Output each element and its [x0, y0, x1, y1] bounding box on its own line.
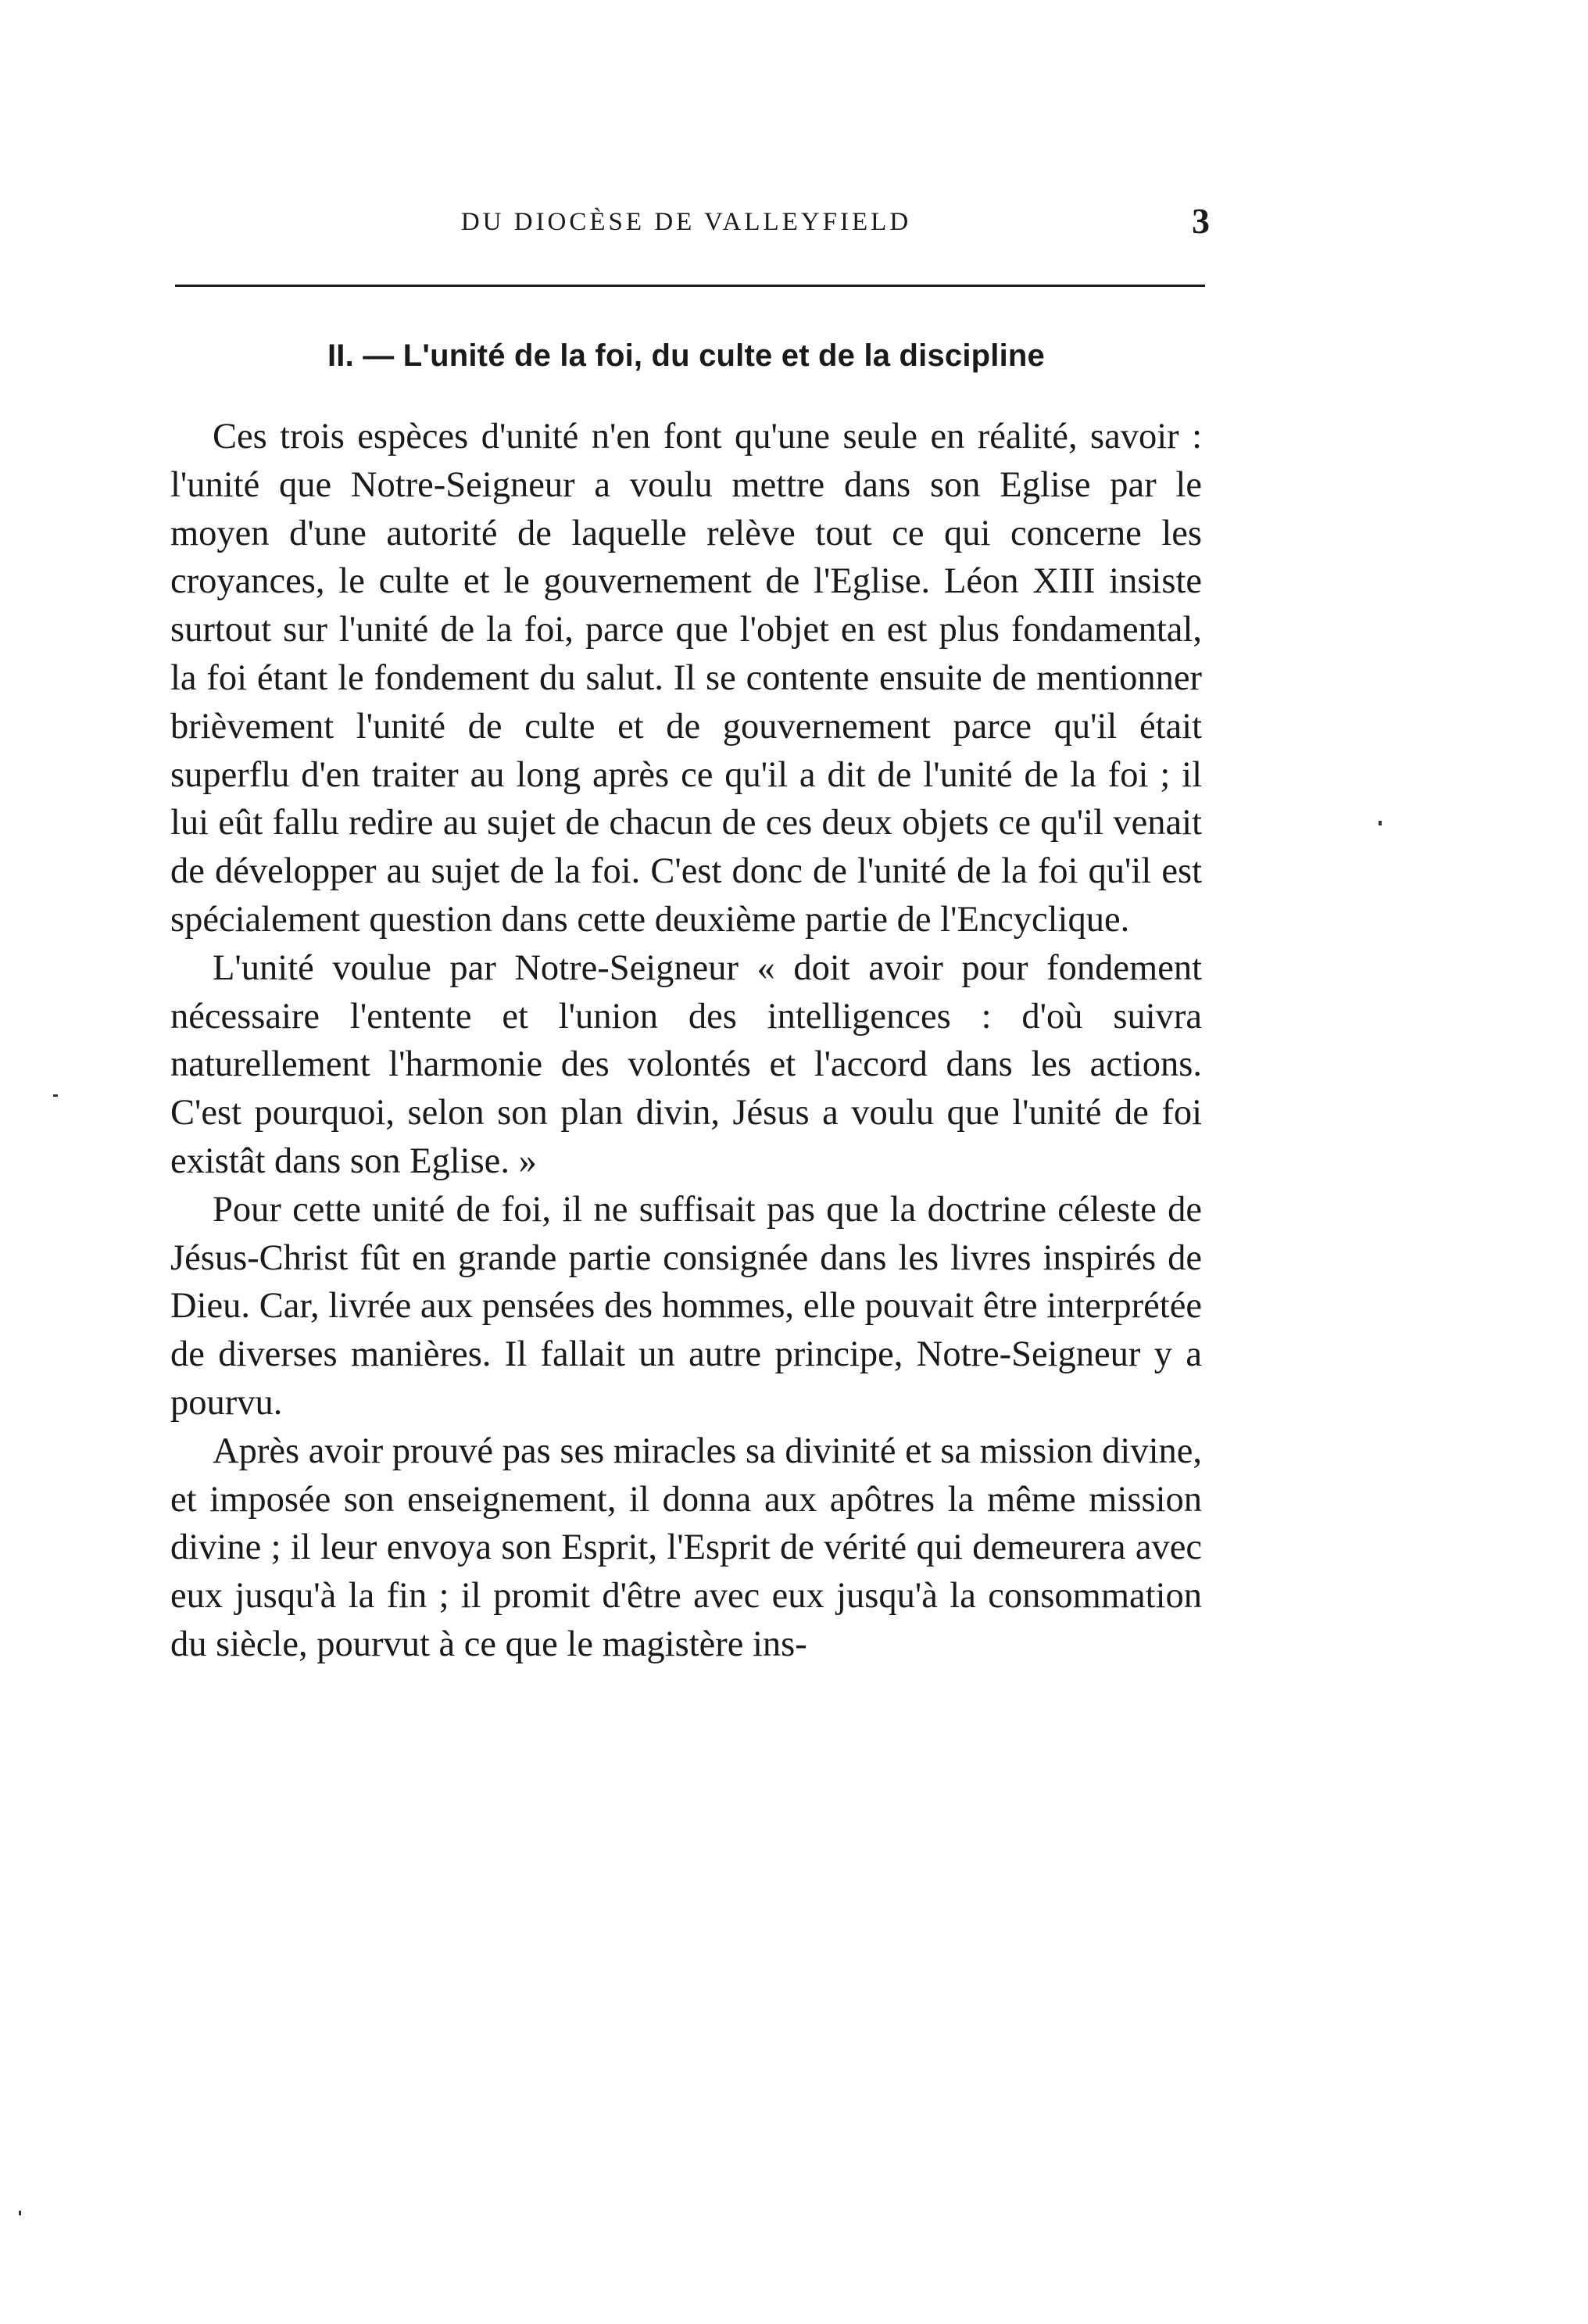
paragraph: Après avoir prouvé pas ses miracles sa divinité et sa mission divine, et imposée son enseignement, il donna aux apôtres la même mission divine ; il leur envoya son Esprit, l'Esprit de vérité qui demeurera avec eux jusqu'à la fin ; il promit d'être avec eux jusqu'à la consommation du siècle, pourvut à ce que le magistère ins-	[170, 1431, 1202, 1664]
body-text	[170, 413, 1202, 1669]
paragraph: Ces trois espèces d'unité n'en font qu'une seule en réalité, savoir : l'unité que Notre-Seigneur a voulu mettre dans son Eglise par le moyen d'une autorité de laquelle relève tout ce qui concerne les croyances, le culte et le gouvernement de l'Eglise. Léon XIII insiste surtout sur l'unité de la foi, parce que l'objet en est plus fondamental, la foi étant le fondement du salut. Il se contente ensuite de mentionner brièvement l'unité de culte et de gouvernement parce qu'il était superflu d'en traiter au long après ce qu'il a dit de l'unité de la foi ; il lui eût fallu redire au sujet de chacun de ces deux objets ce qu'il venait de développer au sujet de la foi. C'est donc de l'unité de la foi qu'il est spécialement question dans cette deuxième partie de l'Encyclique.	[170, 417, 1202, 940]
speck-mark	[1379, 821, 1382, 825]
paragraph: Pour cette unité de foi, il ne suffisait pas que la doctrine céleste de Jésus-Christ fût en grande partie consignée dans les livres inspirés de Dieu. Car, livrée aux pensées des hommes, elle pouvait être interprétée de diverses manières. Il fallait un autre principe, Notre-Seigneur y a pourvu.	[170, 1189, 1202, 1423]
running-head	[170, 195, 1210, 250]
section-heading: II. — L'unité de la foi, du culte et de la discipline	[327, 338, 1046, 373]
header-rule	[175, 285, 1205, 287]
running-title: DU DIOCÈSE DE VALLEYFIELD	[460, 208, 912, 236]
book-page	[170, 195, 1210, 1669]
speck-mark	[53, 1094, 58, 1097]
speck-mark	[19, 2211, 21, 2215]
page-number: 3	[1192, 201, 1210, 241]
paragraph: L'unité voulue par Notre-Seigneur « doit avoir pour fondement nécessaire l'entente et l'union des intelligences : d'où suivra naturellement l'harmonie des volontés et l'accord dans les actions. C'est pourquoi, selon son plan divin, Jésus a voulu que l'unité de foi existât dans son Eglise. »	[170, 947, 1202, 1181]
